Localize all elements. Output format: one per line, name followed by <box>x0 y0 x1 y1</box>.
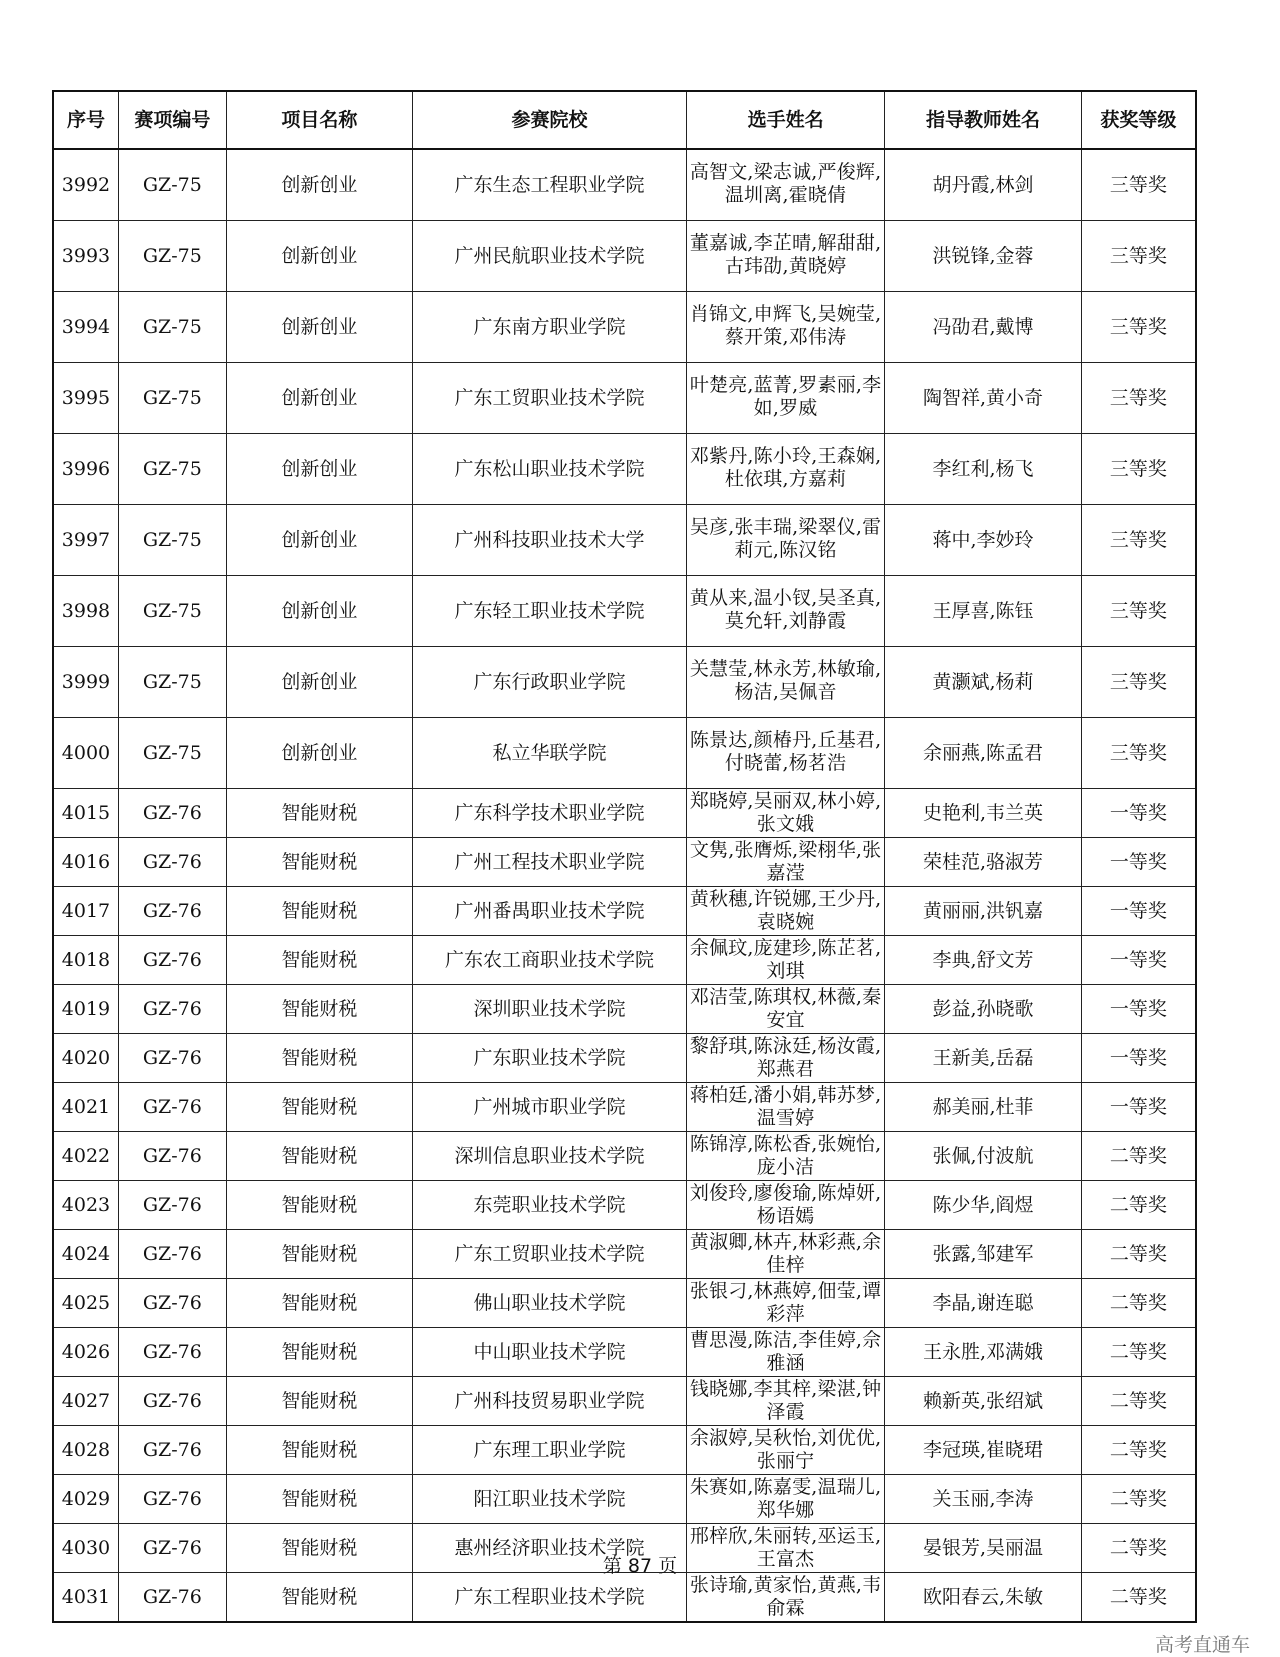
cell-teachers: 黄灏斌,杨莉 <box>885 647 1081 718</box>
page-number: 第 87 页 <box>602 1555 678 1577</box>
cell-no: 3999 <box>53 647 118 718</box>
cell-teachers: 王永胜,邓满娥 <box>885 1328 1081 1377</box>
table-row <box>53 149 1196 221</box>
cell-code: GZ-76 <box>118 1034 226 1083</box>
cell-school: 广东工贸职业技术学院 <box>413 363 687 434</box>
cell-project: 创新创业 <box>226 505 412 576</box>
cell-students <box>686 838 884 887</box>
cell-award: 三等奖 <box>1081 221 1196 292</box>
students-text: 董嘉诚,李芷晴,解甜甜,古玮劭,黄晓婷 <box>689 232 882 277</box>
cell-students <box>686 1573 884 1623</box>
cell-award: 二等奖 <box>1081 1132 1196 1181</box>
cell-teachers: 晏银芳,吴丽温 <box>885 1524 1081 1573</box>
table-row <box>53 1426 1196 1475</box>
cell-students <box>686 1230 884 1279</box>
cell-students <box>686 1034 884 1083</box>
cell-teachers: 陶智祥,黄小奇 <box>885 363 1081 434</box>
cell-code: GZ-76 <box>118 1377 226 1426</box>
cell-students <box>686 1328 884 1377</box>
students-text: 郑晓婷,吴丽双,林小婷,张文娥 <box>689 790 882 835</box>
table-row <box>53 1181 1196 1230</box>
cell-teachers: 黄丽丽,洪钒嘉 <box>885 887 1081 936</box>
students-text: 陈景达,颜椿丹,丘基君,付晓蕾,杨茗浩 <box>689 729 882 774</box>
cell-no: 4025 <box>53 1279 118 1328</box>
cell-school: 广东职业技术学院 <box>413 1034 687 1083</box>
students-text: 邓洁莹,陈琪权,林薇,秦安宜 <box>689 986 882 1031</box>
students-text: 关慧莹,林永芳,林敏瑜,杨洁,吴佩音 <box>689 658 882 703</box>
cell-code: GZ-76 <box>118 1230 226 1279</box>
cell-project: 智能财税 <box>226 1034 412 1083</box>
header-row <box>53 91 1196 149</box>
students-text: 肖锦文,申辉飞,吴婉莹,蔡开策,邓伟涛 <box>689 303 882 348</box>
cell-school: 深圳信息职业技术学院 <box>413 1132 687 1181</box>
cell-code: GZ-76 <box>118 1524 226 1573</box>
cell-school: 广州番禺职业技术学院 <box>413 887 687 936</box>
cell-students <box>686 434 884 505</box>
cell-teachers: 陈少华,阎煜 <box>885 1181 1081 1230</box>
cell-school: 广东行政职业学院 <box>413 647 687 718</box>
cell-award: 二等奖 <box>1081 1426 1196 1475</box>
cell-code: GZ-76 <box>118 985 226 1034</box>
cell-students <box>686 985 884 1034</box>
cell-project: 创新创业 <box>226 434 412 505</box>
cell-teachers: 蒋中,李妙玲 <box>885 505 1081 576</box>
cell-no: 4029 <box>53 1475 118 1524</box>
students-text: 蒋柏廷,潘小娟,韩苏梦,温雪婷 <box>689 1084 882 1129</box>
cell-school: 阳江职业技术学院 <box>413 1475 687 1524</box>
cell-no: 4015 <box>53 789 118 838</box>
cell-project: 创新创业 <box>226 149 412 221</box>
students-text: 黄淑卿,林卉,林彩燕,余佳梓 <box>689 1231 882 1276</box>
cell-code: GZ-76 <box>118 887 226 936</box>
cell-no: 4000 <box>53 718 118 789</box>
table-row <box>53 1132 1196 1181</box>
cell-students <box>686 1083 884 1132</box>
cell-project: 智能财税 <box>226 887 412 936</box>
cell-no: 3998 <box>53 576 118 647</box>
cell-school: 广东轻工职业技术学院 <box>413 576 687 647</box>
cell-school: 广东南方职业学院 <box>413 292 687 363</box>
cell-school: 广东科学技术职业学院 <box>413 789 687 838</box>
cell-project: 智能财税 <box>226 936 412 985</box>
cell-project: 智能财税 <box>226 1230 412 1279</box>
cell-students <box>686 149 884 221</box>
cell-no: 4030 <box>53 1524 118 1573</box>
cell-students <box>686 363 884 434</box>
cell-code: GZ-75 <box>118 292 226 363</box>
cell-students <box>686 505 884 576</box>
cell-award: 三等奖 <box>1081 363 1196 434</box>
table-row <box>53 1475 1196 1524</box>
cell-students <box>686 789 884 838</box>
cell-project: 创新创业 <box>226 292 412 363</box>
cell-project: 创新创业 <box>226 221 412 292</box>
cell-project: 智能财税 <box>226 1426 412 1475</box>
cell-teachers: 荣桂范,骆淑芳 <box>885 838 1081 887</box>
cell-students <box>686 1475 884 1524</box>
cell-code: GZ-75 <box>118 505 226 576</box>
cell-school: 广东工程职业技术学院 <box>413 1573 687 1623</box>
cell-award: 一等奖 <box>1081 838 1196 887</box>
students-text: 陈锦淳,陈松香,张婉怡,庞小洁 <box>689 1133 882 1178</box>
cell-students <box>686 1181 884 1230</box>
cell-teachers: 王厚喜,陈钰 <box>885 576 1081 647</box>
cell-students <box>686 1426 884 1475</box>
students-text: 文隽,张膺烁,梁栩华,张嘉滢 <box>689 839 882 884</box>
table-row <box>53 576 1196 647</box>
table-row <box>53 434 1196 505</box>
cell-award: 三等奖 <box>1081 505 1196 576</box>
table-row <box>53 887 1196 936</box>
cell-no: 4016 <box>53 838 118 887</box>
cell-no: 4031 <box>53 1573 118 1623</box>
cell-school: 广东松山职业技术学院 <box>413 434 687 505</box>
table-row <box>53 1573 1196 1623</box>
cell-code: GZ-75 <box>118 363 226 434</box>
table-row <box>53 221 1196 292</box>
cell-award: 一等奖 <box>1081 789 1196 838</box>
cell-no: 3997 <box>53 505 118 576</box>
table-row <box>53 985 1196 1034</box>
cell-code: GZ-75 <box>118 576 226 647</box>
cell-award: 一等奖 <box>1081 1083 1196 1132</box>
cell-award: 二等奖 <box>1081 1524 1196 1573</box>
cell-school: 广东理工职业学院 <box>413 1426 687 1475</box>
cell-school: 广州城市职业学院 <box>413 1083 687 1132</box>
cell-teachers: 欧阳春云,朱敏 <box>885 1573 1081 1623</box>
cell-project: 创新创业 <box>226 363 412 434</box>
cell-students <box>686 576 884 647</box>
cell-project: 智能财税 <box>226 1083 412 1132</box>
cell-school: 广东工贸职业技术学院 <box>413 1230 687 1279</box>
cell-students <box>686 647 884 718</box>
table-row <box>53 1279 1196 1328</box>
awards-table <box>52 90 1197 1623</box>
cell-no: 4017 <box>53 887 118 936</box>
watermark: 高考直通车 <box>1154 1634 1250 1656</box>
table-row <box>53 1034 1196 1083</box>
table-row <box>53 1083 1196 1132</box>
cell-award: 二等奖 <box>1081 1377 1196 1426</box>
cell-teachers: 张露,邹建军 <box>885 1230 1081 1279</box>
cell-code: GZ-76 <box>118 1279 226 1328</box>
students-text: 曹思漫,陈洁,李佳婷,佘雅涵 <box>689 1329 882 1374</box>
header-award: 获奖等级 <box>1081 91 1196 149</box>
table-row <box>53 1377 1196 1426</box>
cell-award: 一等奖 <box>1081 887 1196 936</box>
cell-students <box>686 1132 884 1181</box>
cell-code: GZ-76 <box>118 1132 226 1181</box>
cell-project: 智能财税 <box>226 1524 412 1573</box>
cell-award: 二等奖 <box>1081 1475 1196 1524</box>
cell-school: 广东生态工程职业学院 <box>413 149 687 221</box>
cell-award: 三等奖 <box>1081 292 1196 363</box>
cell-project: 创新创业 <box>226 647 412 718</box>
cell-code: GZ-76 <box>118 1475 226 1524</box>
cell-school: 广东农工商职业技术学院 <box>413 936 687 985</box>
cell-school: 惠州经济职业技术学院 <box>413 1524 687 1573</box>
table-row <box>53 647 1196 718</box>
cell-project: 创新创业 <box>226 576 412 647</box>
cell-no: 3995 <box>53 363 118 434</box>
cell-award: 一等奖 <box>1081 936 1196 985</box>
cell-project: 智能财税 <box>226 1181 412 1230</box>
cell-code: GZ-76 <box>118 1328 226 1377</box>
table-row <box>53 1230 1196 1279</box>
cell-code: GZ-76 <box>118 1181 226 1230</box>
cell-teachers: 赖新英,张绍斌 <box>885 1377 1081 1426</box>
cell-code: GZ-76 <box>118 1573 226 1623</box>
cell-code: GZ-76 <box>118 936 226 985</box>
cell-award: 三等奖 <box>1081 576 1196 647</box>
cell-no: 4022 <box>53 1132 118 1181</box>
cell-project: 智能财税 <box>226 789 412 838</box>
students-text: 邢梓欣,朱丽转,巫运玉,王富杰 <box>689 1525 882 1570</box>
header-teachers: 指导教师姓名 <box>885 91 1081 149</box>
cell-no: 4028 <box>53 1426 118 1475</box>
cell-teachers: 李晶,谢连聪 <box>885 1279 1081 1328</box>
cell-no: 4024 <box>53 1230 118 1279</box>
header-school: 参赛院校 <box>413 91 687 149</box>
header-students: 选手姓名 <box>686 91 884 149</box>
cell-school: 中山职业技术学院 <box>413 1328 687 1377</box>
students-text: 黄从来,温小钗,吴圣真,莫允轩,刘静霞 <box>689 587 882 632</box>
cell-school: 私立华联学院 <box>413 718 687 789</box>
cell-award: 二等奖 <box>1081 1230 1196 1279</box>
cell-award: 一等奖 <box>1081 1034 1196 1083</box>
header-no: 序号 <box>53 91 118 149</box>
cell-project: 智能财税 <box>226 1279 412 1328</box>
students-text: 叶楚亮,蓝菁,罗素丽,李如,罗威 <box>689 374 882 419</box>
cell-code: GZ-75 <box>118 149 226 221</box>
cell-school: 佛山职业技术学院 <box>413 1279 687 1328</box>
cell-teachers: 李典,舒文芳 <box>885 936 1081 985</box>
cell-teachers: 冯劭君,戴博 <box>885 292 1081 363</box>
cell-teachers: 关玉丽,李涛 <box>885 1475 1081 1524</box>
table-row <box>53 292 1196 363</box>
cell-award: 三等奖 <box>1081 718 1196 789</box>
header-code: 赛项编号 <box>118 91 226 149</box>
students-text: 余淑婷,吴秋怡,刘优优,张丽宁 <box>689 1427 882 1472</box>
table-row <box>53 363 1196 434</box>
table-row <box>53 838 1196 887</box>
cell-teachers: 洪锐锋,金蓉 <box>885 221 1081 292</box>
cell-award: 二等奖 <box>1081 1328 1196 1377</box>
cell-award: 二等奖 <box>1081 1181 1196 1230</box>
cell-code: GZ-75 <box>118 434 226 505</box>
cell-no: 4023 <box>53 1181 118 1230</box>
cell-teachers: 郝美丽,杜菲 <box>885 1083 1081 1132</box>
cell-no: 4027 <box>53 1377 118 1426</box>
cell-school: 广州工程技术职业学院 <box>413 838 687 887</box>
cell-no: 3992 <box>53 149 118 221</box>
cell-teachers: 胡丹霞,林剑 <box>885 149 1081 221</box>
cell-students <box>686 1377 884 1426</box>
cell-code: GZ-75 <box>118 718 226 789</box>
cell-project: 创新创业 <box>226 718 412 789</box>
students-text: 钱晓娜,李其梓,梁湛,钟泽霞 <box>689 1378 882 1423</box>
cell-award: 二等奖 <box>1081 1279 1196 1328</box>
cell-students <box>686 718 884 789</box>
cell-code: GZ-76 <box>118 838 226 887</box>
cell-students <box>686 887 884 936</box>
cell-teachers: 张佩,付波航 <box>885 1132 1081 1181</box>
table-row <box>53 718 1196 789</box>
cell-project: 智能财税 <box>226 985 412 1034</box>
cell-teachers: 李冠瑛,崔晓珺 <box>885 1426 1081 1475</box>
cell-project: 智能财税 <box>226 1132 412 1181</box>
cell-award: 三等奖 <box>1081 149 1196 221</box>
awards-table-container <box>52 90 1197 1623</box>
table-row <box>53 1328 1196 1377</box>
cell-award: 三等奖 <box>1081 434 1196 505</box>
cell-school: 广州科技贸易职业学院 <box>413 1377 687 1426</box>
cell-no: 4021 <box>53 1083 118 1132</box>
cell-students <box>686 292 884 363</box>
cell-code: GZ-75 <box>118 221 226 292</box>
cell-school: 广州科技职业技术大学 <box>413 505 687 576</box>
cell-project: 智能财税 <box>226 1328 412 1377</box>
cell-code: GZ-76 <box>118 789 226 838</box>
cell-project: 智能财税 <box>226 838 412 887</box>
cell-teachers: 李红利,杨飞 <box>885 434 1081 505</box>
cell-award: 三等奖 <box>1081 647 1196 718</box>
cell-no: 4026 <box>53 1328 118 1377</box>
cell-award: 一等奖 <box>1081 985 1196 1034</box>
cell-code: GZ-76 <box>118 1083 226 1132</box>
students-text: 高智文,梁志诚,严俊辉,温圳离,霍晓倩 <box>689 161 882 206</box>
students-text: 张诗瑜,黄家怡,黄燕,韦俞霖 <box>689 1574 882 1619</box>
students-text: 朱赛如,陈嘉雯,温瑞儿,郑华娜 <box>689 1476 882 1521</box>
table-row <box>53 505 1196 576</box>
cell-code: GZ-75 <box>118 647 226 718</box>
students-text: 黎舒琪,陈泳廷,杨汝霞,郑燕君 <box>689 1035 882 1080</box>
students-text: 吴彦,张丰瑞,梁翠仪,雷莉元,陈汉铭 <box>689 516 882 561</box>
cell-school: 深圳职业技术学院 <box>413 985 687 1034</box>
students-text: 黄秋穗,许锐娜,王少丹,袁晓婉 <box>689 888 882 933</box>
cell-no: 3993 <box>53 221 118 292</box>
table-body <box>53 149 1196 1622</box>
cell-teachers: 余丽燕,陈孟君 <box>885 718 1081 789</box>
cell-teachers: 彭益,孙晓歌 <box>885 985 1081 1034</box>
cell-no: 4018 <box>53 936 118 985</box>
table-row <box>53 936 1196 985</box>
cell-project: 智能财税 <box>226 1573 412 1623</box>
students-text: 邓紫丹,陈小玲,王森娴,杜依琪,方嘉莉 <box>689 445 882 490</box>
cell-school: 东莞职业技术学院 <box>413 1181 687 1230</box>
cell-no: 4020 <box>53 1034 118 1083</box>
cell-no: 3994 <box>53 292 118 363</box>
table-row <box>53 789 1196 838</box>
students-text: 张银刁,林燕婷,佃莹,谭彩萍 <box>689 1280 882 1325</box>
cell-teachers: 史艳利,韦兰英 <box>885 789 1081 838</box>
cell-students <box>686 221 884 292</box>
cell-no: 3996 <box>53 434 118 505</box>
cell-teachers: 王新美,岳磊 <box>885 1034 1081 1083</box>
students-text: 刘俊玲,廖俊瑜,陈焯妍,杨语嫣 <box>689 1182 882 1227</box>
cell-project: 智能财税 <box>226 1377 412 1426</box>
cell-students <box>686 936 884 985</box>
students-text: 余佩玟,庞建珍,陈芷茗,刘琪 <box>689 937 882 982</box>
cell-project: 智能财税 <box>226 1475 412 1524</box>
cell-code: GZ-76 <box>118 1426 226 1475</box>
cell-award: 二等奖 <box>1081 1573 1196 1623</box>
cell-students <box>686 1279 884 1328</box>
cell-school: 广州民航职业技术学院 <box>413 221 687 292</box>
header-project: 项目名称 <box>226 91 412 149</box>
cell-no: 4019 <box>53 985 118 1034</box>
